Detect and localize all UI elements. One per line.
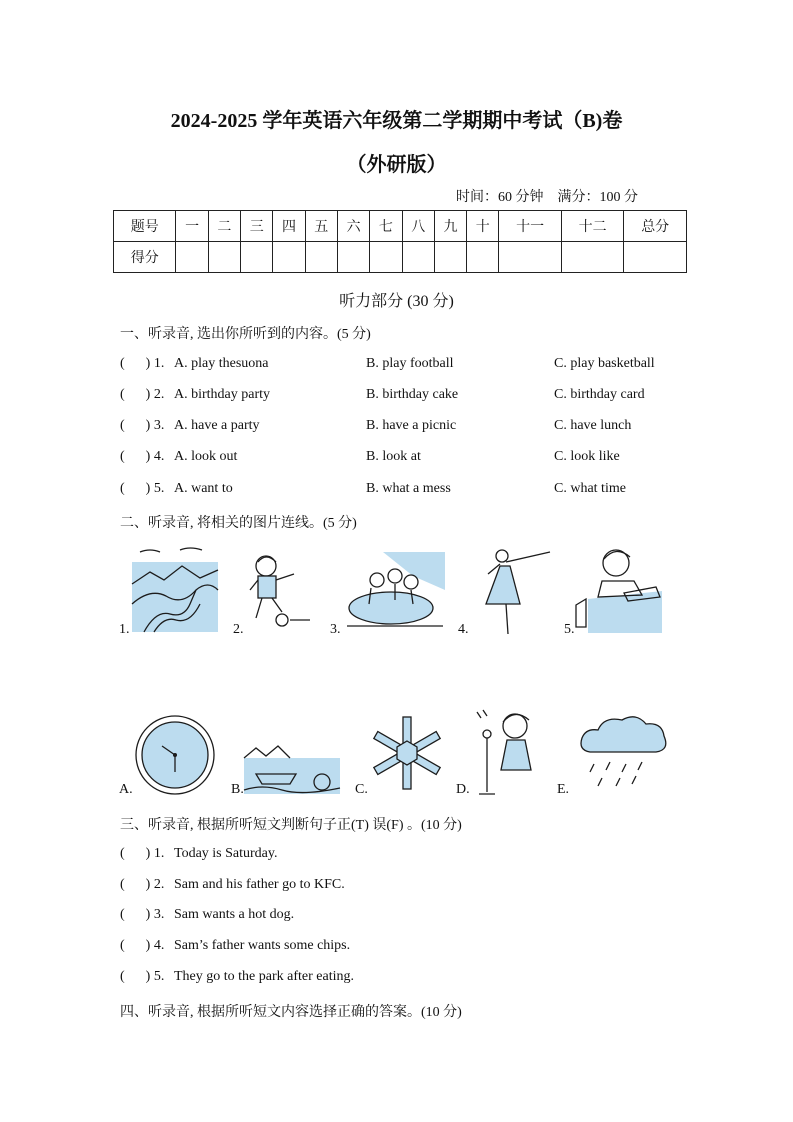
score-cell: 七	[370, 211, 402, 242]
option-a: A. have a party	[174, 418, 260, 433]
picture-label: B.	[231, 782, 244, 797]
answer-blank[interactable]: ( ) 2.	[120, 387, 165, 402]
score-input-cell[interactable]	[370, 242, 402, 273]
picture-label: 3.	[330, 622, 341, 637]
option-a: A. look out	[174, 449, 238, 464]
option-c: C. have lunch	[554, 418, 632, 433]
score-input-cell[interactable]	[305, 242, 337, 273]
score-cell: 三	[241, 211, 273, 242]
score-table-score-row	[114, 242, 687, 273]
score-cell: 二	[208, 211, 240, 242]
great-wall-icon[interactable]	[130, 544, 220, 634]
exam-meta: 时间：60 分钟 满分：100 分	[456, 190, 638, 205]
score-cell: 一	[176, 211, 208, 242]
statement-row	[120, 846, 720, 866]
option-c: C. play basketball	[554, 356, 655, 371]
score-input-cell[interactable]	[273, 242, 305, 273]
answer-blank[interactable]: ( ) 1.	[120, 356, 165, 371]
statement-text: Sam’s father wants some chips.	[174, 938, 351, 953]
score-input-cell[interactable]	[434, 242, 466, 273]
statement-text: Sam wants a hot dog.	[174, 907, 295, 922]
statement-row	[120, 877, 720, 897]
question-row	[120, 356, 720, 376]
picture-label: C.	[355, 782, 368, 797]
boat-river-icon[interactable]	[242, 744, 342, 796]
score-cell: 十一	[499, 211, 561, 242]
answer-blank[interactable]: ( ) 2.	[120, 877, 165, 892]
answer-blank[interactable]: ( ) 4.	[120, 938, 165, 953]
option-b: B. have a picnic	[366, 418, 457, 433]
score-input-cell[interactable]	[176, 242, 208, 273]
score-input-cell[interactable]	[402, 242, 434, 273]
boy-writing-icon[interactable]	[572, 543, 666, 635]
option-a: A. want to	[174, 481, 233, 496]
statement-text: Today is Saturday.	[174, 846, 278, 861]
answer-blank[interactable]: ( ) 1.	[120, 846, 165, 861]
score-cell: 五	[305, 211, 337, 242]
score-cell: 六	[337, 211, 369, 242]
ballet-dancer-icon[interactable]	[480, 544, 560, 636]
picture-label: A.	[119, 782, 133, 797]
score-cell: 八	[402, 211, 434, 242]
statement-row	[120, 938, 720, 958]
option-b: B. look at	[366, 449, 421, 464]
picture-label: E.	[557, 782, 570, 797]
clock-icon[interactable]	[134, 714, 216, 796]
score-cell: 十二	[561, 211, 623, 242]
page-title: 2024-2025 学年英语六年级第二学期期中考试（B)卷	[170, 110, 623, 132]
score-input-cell[interactable]	[499, 242, 561, 273]
option-b: B. what a mess	[366, 481, 451, 496]
section2-title: 二、听录音, 将相关的图片连线。(5 分)	[120, 516, 357, 531]
score-input-cell[interactable]	[337, 242, 369, 273]
statement-row	[120, 969, 720, 989]
score-table	[113, 210, 687, 273]
score-input-cell[interactable]	[624, 242, 687, 273]
score-input-cell[interactable]	[208, 242, 240, 273]
option-a: A. birthday party	[174, 387, 271, 402]
girl-singing-icon[interactable]	[473, 708, 545, 796]
option-c: C. birthday card	[554, 387, 645, 402]
question-row	[120, 387, 720, 407]
picture-label: D.	[456, 782, 470, 797]
picture-label: 1.	[119, 622, 130, 637]
listening-header: 听力部分 (30 分)	[339, 293, 454, 310]
page-subtitle: （外研版）	[346, 154, 447, 176]
score-cell: 十	[467, 211, 499, 242]
section1-title: 一、听录音, 选出你所听到的内容。(5 分)	[120, 327, 371, 342]
score-input-cell[interactable]	[561, 242, 623, 273]
section4-title: 四、听录音, 根据所听短文内容选择正确的答案。(10 分)	[120, 1005, 462, 1020]
statement-row	[120, 907, 720, 927]
option-b: B. birthday cake	[366, 387, 459, 402]
statement-text: Sam and his father go to KFC.	[174, 877, 345, 892]
score-input-cell[interactable]	[467, 242, 499, 273]
score-cell: 四	[273, 211, 305, 242]
question-row	[120, 418, 720, 438]
option-b: B. play football	[366, 356, 454, 371]
answer-blank[interactable]: ( ) 5.	[120, 969, 165, 984]
question-row	[120, 481, 720, 501]
answer-blank[interactable]: ( ) 3.	[120, 418, 165, 433]
score-row-label: 得分	[114, 242, 176, 273]
answer-blank[interactable]: ( ) 4.	[120, 449, 165, 464]
score-cell: 九	[434, 211, 466, 242]
score-input-cell[interactable]	[241, 242, 273, 273]
score-cell: 题号	[114, 211, 176, 242]
boy-kicking-ball-icon[interactable]	[244, 552, 314, 630]
picture-label: 4.	[458, 622, 469, 637]
answer-blank[interactable]: ( ) 5.	[120, 481, 165, 496]
option-a: A. play thesuona	[174, 356, 269, 371]
statement-text: They go to the park after eating.	[174, 969, 354, 984]
picture-label: 2.	[233, 622, 244, 637]
snowflake-icon[interactable]	[370, 714, 444, 792]
section3-title: 三、听录音, 根据所听短文判断句子正(T) 误(F) 。(10 分)	[120, 818, 462, 833]
question-row	[120, 449, 720, 469]
score-table-header-row	[114, 211, 687, 242]
option-c: C. look like	[554, 449, 620, 464]
rain-cloud-icon[interactable]	[576, 712, 670, 792]
option-c: C. what time	[554, 481, 626, 496]
score-cell: 总分	[624, 211, 687, 242]
picnic-icon[interactable]	[343, 550, 447, 634]
answer-blank[interactable]: ( ) 3.	[120, 907, 165, 922]
picture-label: 5.	[564, 622, 575, 637]
